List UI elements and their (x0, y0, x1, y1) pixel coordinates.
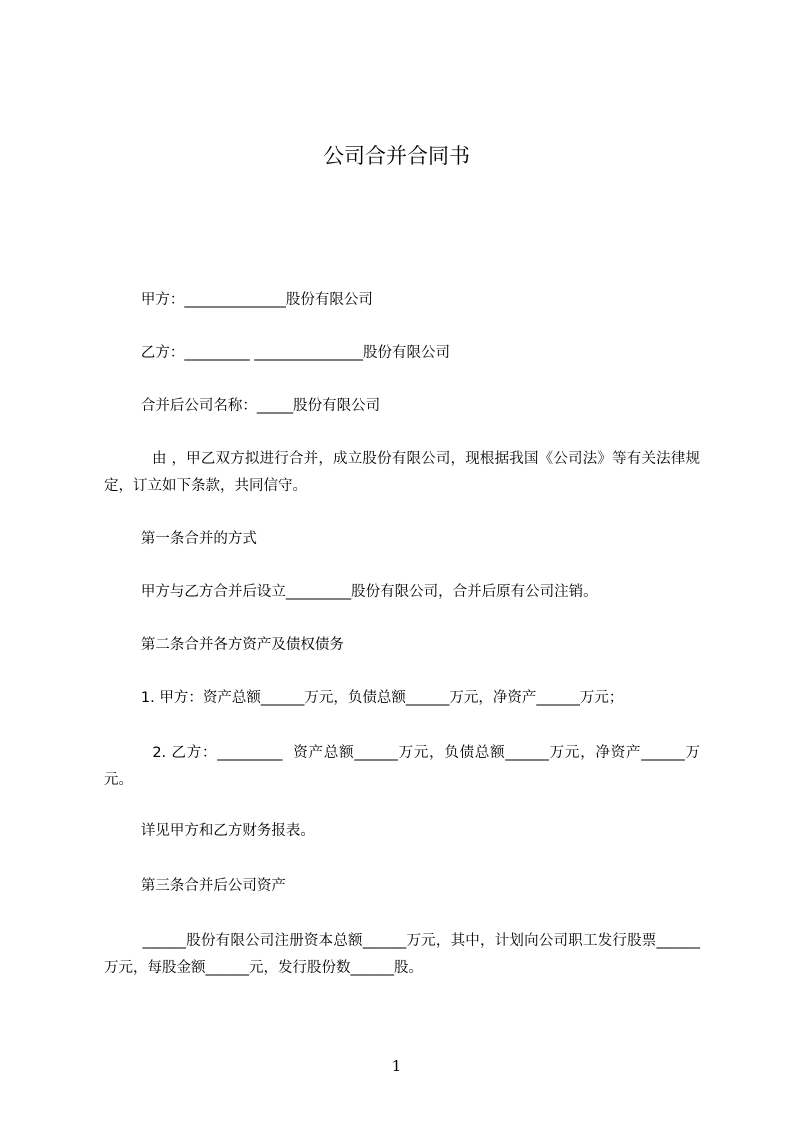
financial-statements-note: 详见甲方和乙方财务报表。 (104, 823, 315, 839)
article-2-heading: 第二条合并各方资产及债权债务 (104, 637, 344, 653)
article-3-text: ______股份有限公司注册资本总额______万元，其中，计划向公司职工发行股票______万元，每股金额______元，发行股份数______股。 (104, 933, 701, 976)
article-2-item-2: 2. 乙方：_________ 资产总额______万元，负债总额______万元，净资产______万元。 (104, 745, 700, 788)
merged-company-name-line: 合并后公司名称：_____股份有限公司 (104, 398, 381, 414)
preamble-paragraph: 由 ，甲乙双方拟进行合并，成立股份有限公司，现根据我国《公司法》等有关法律规定，订立如下条款，共同信守。 (104, 451, 700, 494)
page-number: 1 (391, 1057, 402, 1075)
document-title: 公司合并合同书 (323, 144, 470, 168)
article-3-heading: 第三条合并后公司资产 (104, 878, 286, 894)
party-a-line: 甲方：______________股份有限公司 (104, 292, 373, 308)
article-1-text: 甲方与乙方合并后设立_________股份有限公司，合并后原有公司注销。 (104, 584, 598, 600)
party-b-line: 乙方：_________ _______________股份有限公司 (104, 345, 450, 361)
article-2-item-1: 1. 甲方：资产总额______万元，负债总额______万元，净资产______万元； (104, 690, 624, 706)
article-1-heading: 第一条合并的方式 (104, 531, 257, 547)
